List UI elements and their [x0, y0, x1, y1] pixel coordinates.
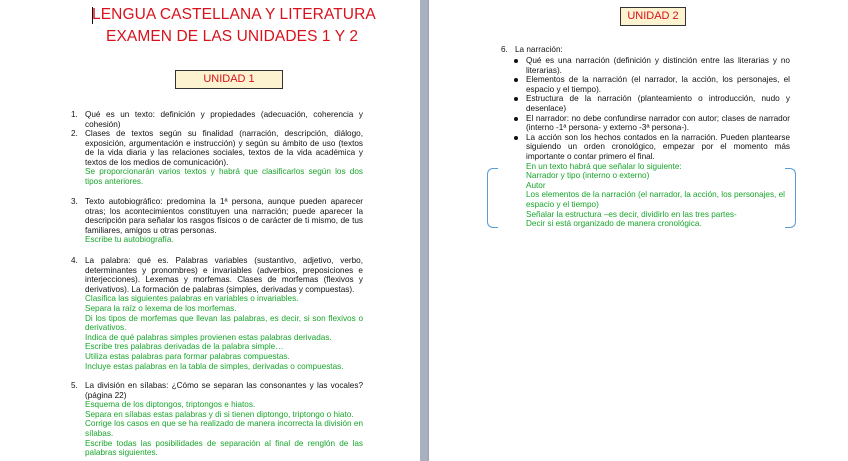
green-item: Autor	[526, 180, 546, 190]
question-3	[71, 197, 363, 245]
task-line: Incluye estas palabras en la tabla de simples, derivadas o compuestas.	[85, 361, 344, 371]
task-line: Escribe tres palabras derivadas de la palabra simple…	[85, 342, 284, 352]
task-line: Escribe todas las posibilidades de separación al final de renglón de las palabras siguientes.	[85, 438, 363, 458]
question-4	[71, 256, 363, 371]
document-page-right	[429, 0, 848, 461]
question-number: 2.	[71, 129, 78, 138]
list-item: Elementos de la narración (el narrador, la acción, los personajes, el espacio y el tiempo).	[526, 75, 790, 94]
question-number: 1.	[71, 110, 78, 119]
question-text: Qué es un texto: definición y propiedades (adecuación, coherencia y cohesión)	[85, 110, 363, 129]
task-line: Escribe tu autobiografía.	[85, 235, 174, 245]
green-instructions	[526, 162, 790, 229]
green-item: Decir si está organizado de manera cronológica.	[526, 219, 702, 229]
document-title: LENGUA CASTELLANA Y LITERATURA	[92, 6, 376, 23]
question-1	[71, 110, 363, 129]
question-text: Clases de textos según su finalidad (narración, descripción, diálogo, exposición, argumentación e instrucción) y según su ámbito de uso (textos de la vida diaria y las relaciones sociales, textos de la vida académica y textos de los medios de comunicación).	[85, 129, 363, 167]
question-text: Texto autobiográfico: predomina la 1ª persona, aunque pueden aparecer otras; los acontecimientos constituyen una narración; puede aparecer la descripción para señalar los rasgos físicos o de carácter de ti mismo, de tus familiares, amigos u otras personas.	[85, 197, 363, 235]
narration-list	[526, 56, 790, 229]
document-page-left	[0, 0, 420, 461]
unit-1-heading: UNIDAD 1	[175, 70, 283, 89]
left-brace	[487, 168, 498, 228]
question-text: La división en sílabas: ¿Cómo se separan las consonantes y las vocales? (página 22)	[85, 381, 363, 400]
green-item: Narrador y tipo (interno o externo)	[526, 171, 650, 181]
unit-2-heading: UNIDAD 2	[620, 7, 686, 26]
question-text: La palabra: qué es. Palabras variables (sustantivo, adjetivo, verbo, determinantes y pronombres) e invariables (adverbios, preposiciones e interjecciones). Lexemas y morfemas. Clases de morfemas (flexivos y derivativos). La formación de palabras (simples, derivadas y compuestas).	[85, 256, 363, 294]
task-line: Corrige los casos en que se ha realizado de manera incorrecta la división en sílabas.	[85, 419, 363, 438]
right-brace	[785, 168, 796, 228]
task-line: Se proporcionarán varios textos y habrá que clasificarlos según los dos tipos anteriores.	[85, 167, 363, 186]
question-5	[71, 381, 363, 458]
list-item: Qué es una narración (definición y distinción entre las literarias y no literarias).	[526, 56, 790, 75]
question-text: La narración:	[515, 45, 563, 54]
question-number: 6.	[501, 45, 508, 54]
task-line: Separa en sílabas estas palabras y di si tienen diptongo, triptongo o hiato.	[85, 409, 354, 419]
task-line: Esquema de los diptongos, triptongos e hiatos.	[85, 400, 256, 410]
list-item: La acción son los hechos contados en la narración. Pueden plantearse siguiendo un orden cronológico, empezar por el momento más importante o contar primero el final.	[526, 132, 790, 161]
document-subtitle: EXAMEN DE LAS UNIDADES 1 Y 2	[106, 28, 359, 45]
task-line: Di los tipos de morfemas que llevan las palabras, es decir, si son flexivos o derivativos.	[85, 313, 363, 333]
question-2	[71, 129, 363, 187]
task-line: Utiliza estas palabras para formar palabras compuestas.	[85, 351, 290, 361]
task-line: Separa la raíz o lexema de los morfemas.	[85, 303, 237, 313]
question-6	[501, 45, 795, 55]
list-item: Estructura de la narración (planteamiento o introducción, nudo y desenlace)	[526, 94, 790, 113]
question-number: 4.	[71, 256, 78, 265]
task-line: Indica de qué palabras simples provienen estas palabras derivadas.	[85, 332, 332, 342]
page-gap	[420, 0, 429, 461]
question-number: 3.	[71, 197, 78, 206]
green-item: Señalar la estructura –es decir, dividirlo en las tres partes-	[526, 209, 737, 219]
green-intro: En un texto habrá que señalar lo siguiente:	[526, 161, 682, 171]
green-item: Los elementos de la narración (el narrador, la acción, los personajes, el espacio y el tiempo)	[526, 190, 785, 209]
list-item: El narrador: no debe confundirse narrador con autor; clases de narrador (interno -1ª persona- y externo -3ª persona-).	[526, 113, 790, 133]
question-number: 5.	[71, 381, 78, 390]
task-line: Clasifica las siguientes palabras en variables o invariables.	[85, 294, 299, 304]
